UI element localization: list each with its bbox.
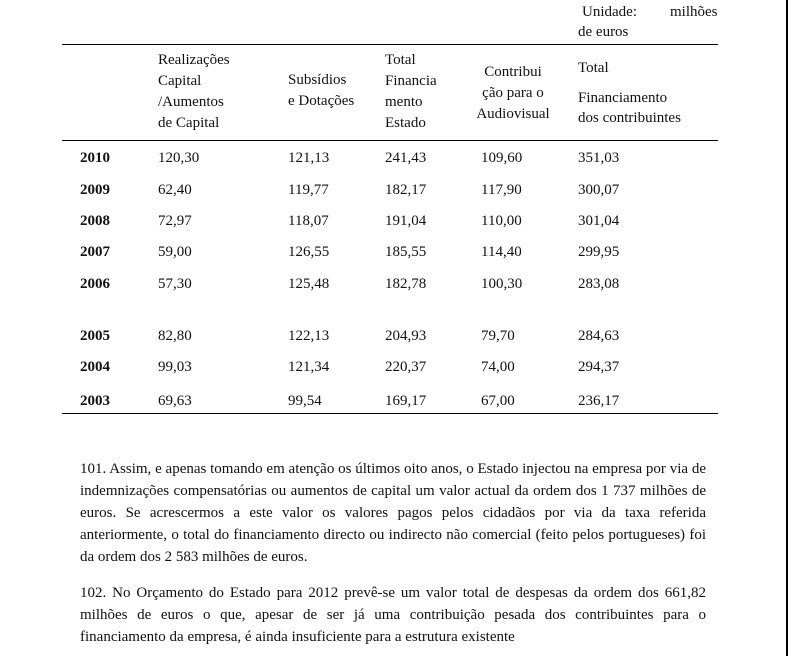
cell-total-estado: 220,37 xyxy=(385,359,427,375)
cell-subsidios: 122,13 xyxy=(288,328,330,344)
cell-total-contribuintes: 299,95 xyxy=(578,244,620,260)
unit-value-part1: milhões xyxy=(669,4,718,20)
unit-label-text: Unidade: xyxy=(582,4,637,20)
cell-contribuicao: 109,60 xyxy=(481,150,523,166)
header-subsidios-dotacoes: Subsídios e Dotações xyxy=(288,72,355,109)
cell-contribuicao: 117,90 xyxy=(481,182,522,198)
paragraph-102: 102. No Orçamento do Estado para 2012 prevê-se um valor total de despesas da ordem dos 661,82 milhões de euros o que, apesar de ser já uma contribuição pesada dos contribuintes para o financiamento da empresa, é ainda insuficiente para a estrutura existente xyxy=(80,585,706,645)
cell-total-estado: 182,78 xyxy=(385,276,427,292)
cell-contribuicao: 79,70 xyxy=(481,328,515,344)
cell-contribuicao: 110,00 xyxy=(481,213,522,229)
cell-contribuicao: 114,40 xyxy=(481,244,522,260)
cell-realizacoes: 99,03 xyxy=(158,359,192,375)
table-row xyxy=(0,359,794,381)
cell-contribuicao: 74,00 xyxy=(481,359,515,375)
table-top-rule xyxy=(62,44,718,45)
header-realizacoes-capital: Realizações Capital /Aumentos de Capital xyxy=(158,52,230,131)
cell-total-contribuintes: 300,07 xyxy=(578,182,620,198)
cell-contribuicao: 100,30 xyxy=(481,276,523,292)
cell-realizacoes: 82,80 xyxy=(158,328,192,344)
cell-total-contribuintes: 236,17 xyxy=(578,393,620,409)
cell-subsidios: 121,13 xyxy=(288,150,330,166)
row-year: 2005 xyxy=(80,328,110,344)
cell-total-estado: 241,43 xyxy=(385,150,427,166)
cell-total-estado: 182,17 xyxy=(385,182,427,198)
cell-realizacoes: 69,63 xyxy=(158,393,192,409)
cell-realizacoes: 57,30 xyxy=(158,276,192,292)
cell-total-contribuintes: 351,03 xyxy=(578,150,620,166)
table-row xyxy=(0,150,794,172)
cell-subsidios: 119,77 xyxy=(288,182,329,198)
cell-total-estado: 169,17 xyxy=(385,393,427,409)
cell-total-contribuintes: 301,04 xyxy=(578,213,620,229)
header-total-financiamento-contribuintes xyxy=(578,58,681,128)
row-year: 2009 xyxy=(80,182,110,198)
row-year: 2006 xyxy=(80,276,110,292)
cell-subsidios: 125,48 xyxy=(288,276,330,292)
cell-realizacoes: 62,40 xyxy=(158,182,192,198)
row-year: 2007 xyxy=(80,244,110,260)
row-year: 2004 xyxy=(80,359,110,375)
cell-total-contribuintes: 294,37 xyxy=(578,359,620,375)
unit-value-part2: de euros xyxy=(578,24,629,40)
header-total-line: Total xyxy=(578,60,609,76)
table-header-rule xyxy=(62,140,718,141)
table-row xyxy=(0,244,794,266)
header-financiamento-contribuintes-line: Financiamento dos contribuintes xyxy=(578,90,681,126)
cell-total-estado: 191,04 xyxy=(385,213,427,229)
cell-total-contribuintes: 284,63 xyxy=(578,328,620,344)
cell-subsidios: 126,55 xyxy=(288,244,330,260)
cell-subsidios: 118,07 xyxy=(288,213,329,229)
table-row xyxy=(0,393,794,415)
table-row xyxy=(0,276,794,298)
header-total-financiamento-estado: Total Financia mento Estado xyxy=(385,52,437,131)
paragraph-101: 101. Assim, e apenas tomando em atenção os últimos oito anos, o Estado injectou na empresa por via de indemnizações compensatórias ou aumentos de capital um valor actual da ordem dos 1 737 milhões de euros. Se acrescermos a este valor os valores pagos pelos cidadãos por via da taxa referida anteriormente, o total do financiamento directo ou indirecto não comercial (feito pelos portugueses) foi da ordem dos 2 583 milhões de euros. xyxy=(80,461,706,565)
row-year: 2010 xyxy=(80,150,110,166)
table-row xyxy=(0,182,794,204)
cell-realizacoes: 120,30 xyxy=(158,150,200,166)
cell-total-estado: 204,93 xyxy=(385,328,427,344)
cell-realizacoes: 72,97 xyxy=(158,213,192,229)
unit-label xyxy=(582,4,717,21)
table-row xyxy=(0,328,794,350)
row-year: 2003 xyxy=(80,393,110,409)
cell-contribuicao: 67,00 xyxy=(481,393,515,409)
row-year: 2008 xyxy=(80,213,110,229)
table-row xyxy=(0,213,794,235)
cell-total-contribuintes: 283,08 xyxy=(578,276,620,292)
cell-realizacoes: 59,00 xyxy=(158,244,192,260)
header-contribuicao-audiovisual: Contribui ção para o Audiovisual xyxy=(476,64,550,122)
cell-subsidios: 121,34 xyxy=(288,359,330,375)
cell-total-estado: 185,55 xyxy=(385,244,427,260)
cell-subsidios: 99,54 xyxy=(288,393,322,409)
